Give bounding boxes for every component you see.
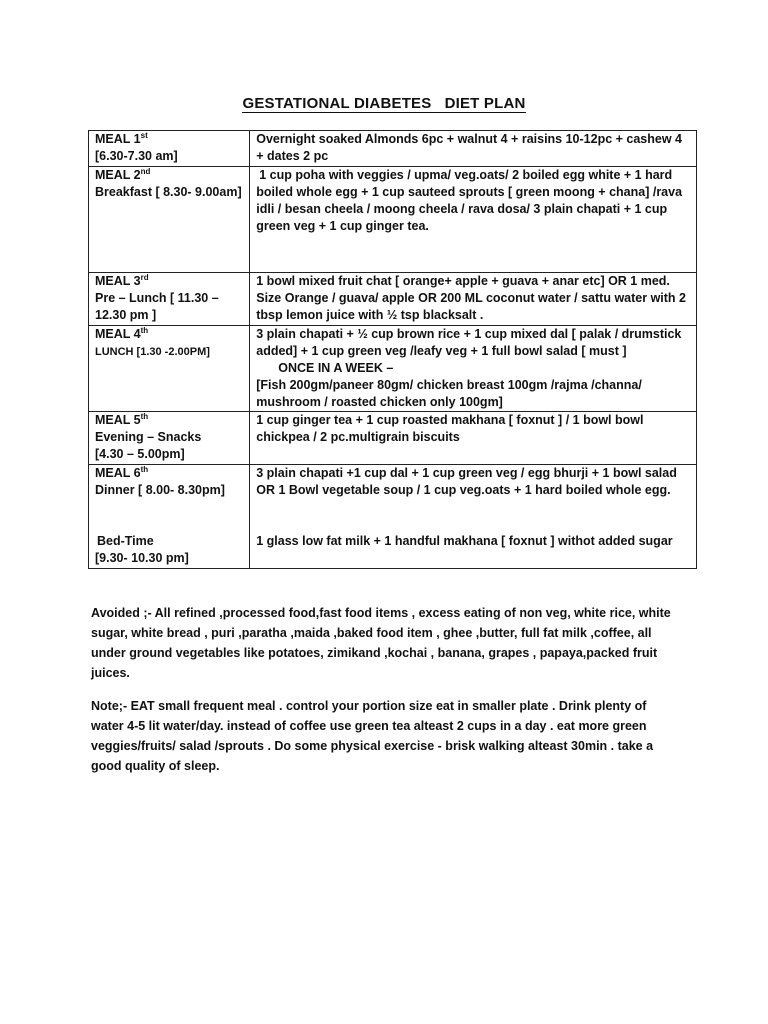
bedtime-time: [9.30- 10.30 pm] [95, 551, 189, 565]
meal-cell [89, 273, 250, 326]
meal-label: MEAL 4 [95, 327, 141, 341]
note-paragraph [91, 696, 671, 776]
meal-time: Pre – Lunch [ 11.30 – 12.30 pm ] [95, 291, 219, 322]
bedtime-label: Bed-Time [97, 534, 154, 548]
meal-time: Breakfast [ 8.30- 9.00am] [95, 185, 242, 199]
meal-label: MEAL 2 [95, 168, 141, 182]
meal-cell [89, 326, 250, 412]
meal-label: MEAL 3 [95, 274, 141, 288]
meal-time: [6.30-7.30 am] [95, 149, 178, 163]
food-cell [250, 273, 697, 326]
meal-time: Dinner [ 8.00- 8.30pm] [95, 483, 225, 497]
meal-ordinal: nd [140, 166, 151, 176]
food-text: 1 bowl mixed fruit chat [ orange+ apple + guava + anar etc] OR 1 med. Size Orange / guava/ apple OR 200 ML coconut water / sattu water with 2 tbsp lemon juice with ½ tsp blacksalt . [256, 274, 686, 322]
food-cell [250, 326, 697, 412]
food-text: 3 plain chapati +1 cup dal + 1 cup green veg / egg bhurji + 1 bowl salad OR 1 Bowl vegetable soup / 1 cup veg.oats + 1 hard boiled whole egg. [256, 466, 677, 497]
meal-ordinal: th [140, 464, 149, 474]
table-row [89, 465, 697, 569]
meal-cell [89, 465, 250, 569]
note-text: Note;- EAT small frequent meal . control your portion size eat in smaller plate . Drink plenty of water 4-5 lit water/day. instead of coffee use green tea alteast 2 cups in a day . eat more green veggies/fruits/ salad /sprouts . Do some physical exercise - brisk walking alteast 30min . take a good quality of sleep. [91, 699, 654, 773]
food-extra-heading: ONCE IN A WEEK – [278, 361, 394, 375]
meal-time: Evening – Snacks [95, 430, 202, 444]
food-text: 3 plain chapati + ½ cup brown rice + 1 cup mixed dal [ palak / drumstick added] + 1 cup green veg /leafy veg + 1 full bowl salad [ must ] [256, 327, 682, 358]
meal-ordinal: th [140, 411, 149, 421]
food-text: Overnight soaked Almonds 6pc + walnut 4 + raisins 10-12pc + cashew 4 + dates 2 pc [256, 132, 682, 163]
diet-plan-table [88, 130, 697, 569]
meal-cell [89, 412, 250, 465]
food-cell [250, 465, 697, 569]
food-cell [250, 412, 697, 465]
food-text: 1 cup poha with veggies / upma/ veg.oats/ 2 boiled egg white + 1 hard boiled whole egg + 1 cup sauteed sprouts [ green moong + chana] /rava idli / besan cheela / moong cheela / rava dosa/ 3 plain chapati + 1 cup green veg + 1 cup ginger tea. [256, 168, 683, 233]
meal-ordinal: st [140, 130, 148, 140]
food-cell [250, 167, 697, 273]
bedtime-food-text: 1 glass low fat milk + 1 handful makhana [ foxnut ] withot added sugar [256, 534, 673, 548]
meal-time: [4.30 – 5.00pm] [95, 447, 185, 461]
meal-ordinal: rd [140, 272, 149, 282]
table-row [89, 412, 697, 465]
food-text: 1 cup ginger tea + 1 cup roasted makhana [ foxnut ] / 1 bowl bowl chickpea / 2 pc.multigrain biscuits [256, 413, 644, 444]
page-title: GESTATIONAL DIABETES DIET PLAN [242, 95, 526, 112]
meal-label: MEAL 1 [95, 132, 141, 146]
meal-label: MEAL 5 [95, 413, 141, 427]
table-row [89, 326, 697, 412]
avoided-text: Avoided ;- All refined ,processed food,fast food items , excess eating of non veg, white rice, white sugar, white bread , puri ,paratha ,maida ,baked food item , ghee ,butter, full fat milk ,coffee, all under ground vegetables like potatoes, zimikand ,kochai , banana, grapes , papaya,packed fruit juices. [91, 606, 671, 680]
meal-cell [89, 131, 250, 167]
meal-time: LUNCH [1.30 -2.00PM] [95, 346, 210, 358]
food-extra-text: [Fish 200gm/paneer 80gm/ chicken breast 100gm /rajma /channa/ mushroom / roasted chicken only 100gm] [256, 378, 642, 409]
meal-ordinal: th [140, 325, 149, 335]
table-row [89, 131, 697, 167]
meal-cell [89, 167, 250, 273]
food-cell [250, 131, 697, 167]
table-row [89, 167, 697, 273]
table-row [89, 273, 697, 326]
avoided-paragraph [91, 603, 671, 683]
meal-label: MEAL 6 [95, 466, 141, 480]
